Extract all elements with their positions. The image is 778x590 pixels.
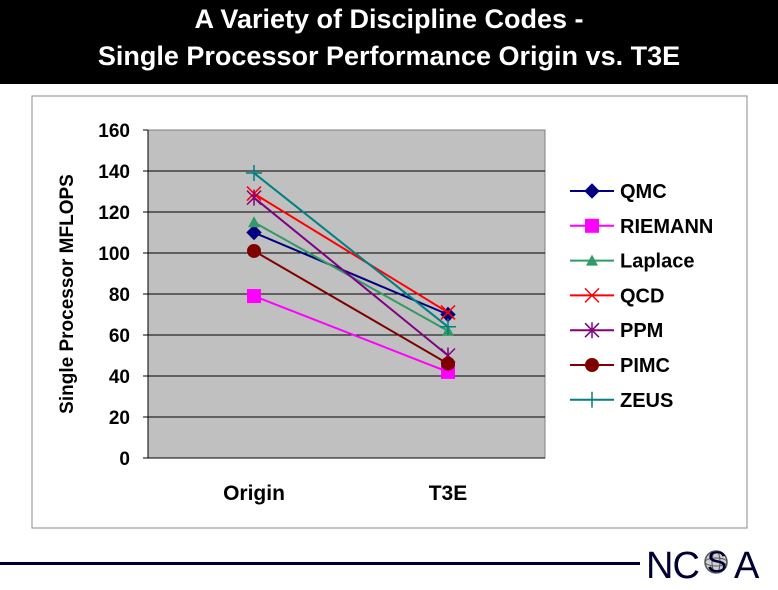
legend-marker-riemann: [585, 219, 599, 233]
y-tick-label: 40: [108, 367, 130, 388]
data-point-riemann: [247, 289, 261, 303]
data-point-pimc: [247, 244, 261, 258]
svg-text:A: A: [734, 545, 760, 584]
legend-label: RIEMANN: [620, 215, 714, 238]
y-axis-title: Single Processor MFLOPS: [57, 174, 78, 414]
legend-label: PPM: [620, 320, 664, 343]
legend-label: QMC: [620, 181, 667, 203]
svg-text:NC: NC: [646, 545, 699, 584]
y-tick-label: 140: [98, 162, 130, 183]
legend-marker-pimc: [585, 358, 599, 372]
legend-label: QCD: [620, 285, 665, 308]
x-tick-label: Origin: [223, 482, 285, 505]
data-point-pimc: [441, 357, 455, 371]
y-tick-label: 20: [108, 408, 130, 429]
legend-label: Laplace: [620, 250, 695, 273]
legend-label: ZEUS: [620, 389, 674, 412]
y-tick-label: 80: [108, 285, 130, 306]
slide-title-line2: Single Processor Performance Origin vs. T3E: [97, 41, 681, 71]
x-tick-label: T3E: [428, 482, 468, 505]
y-tick-label: 0: [119, 449, 130, 470]
footer-rule: [0, 562, 640, 565]
svg-text:S: S: [707, 546, 728, 579]
legend-label: PIMC: [620, 355, 670, 377]
y-tick-label: 100: [98, 244, 130, 265]
y-tick-label: 160: [98, 121, 130, 142]
y-tick-label: 60: [108, 326, 130, 347]
ncsa-logo: [646, 542, 768, 584]
slide-title-line1: A Variety of Discipline Codes -: [194, 4, 584, 34]
y-tick-label: 120: [98, 203, 130, 224]
